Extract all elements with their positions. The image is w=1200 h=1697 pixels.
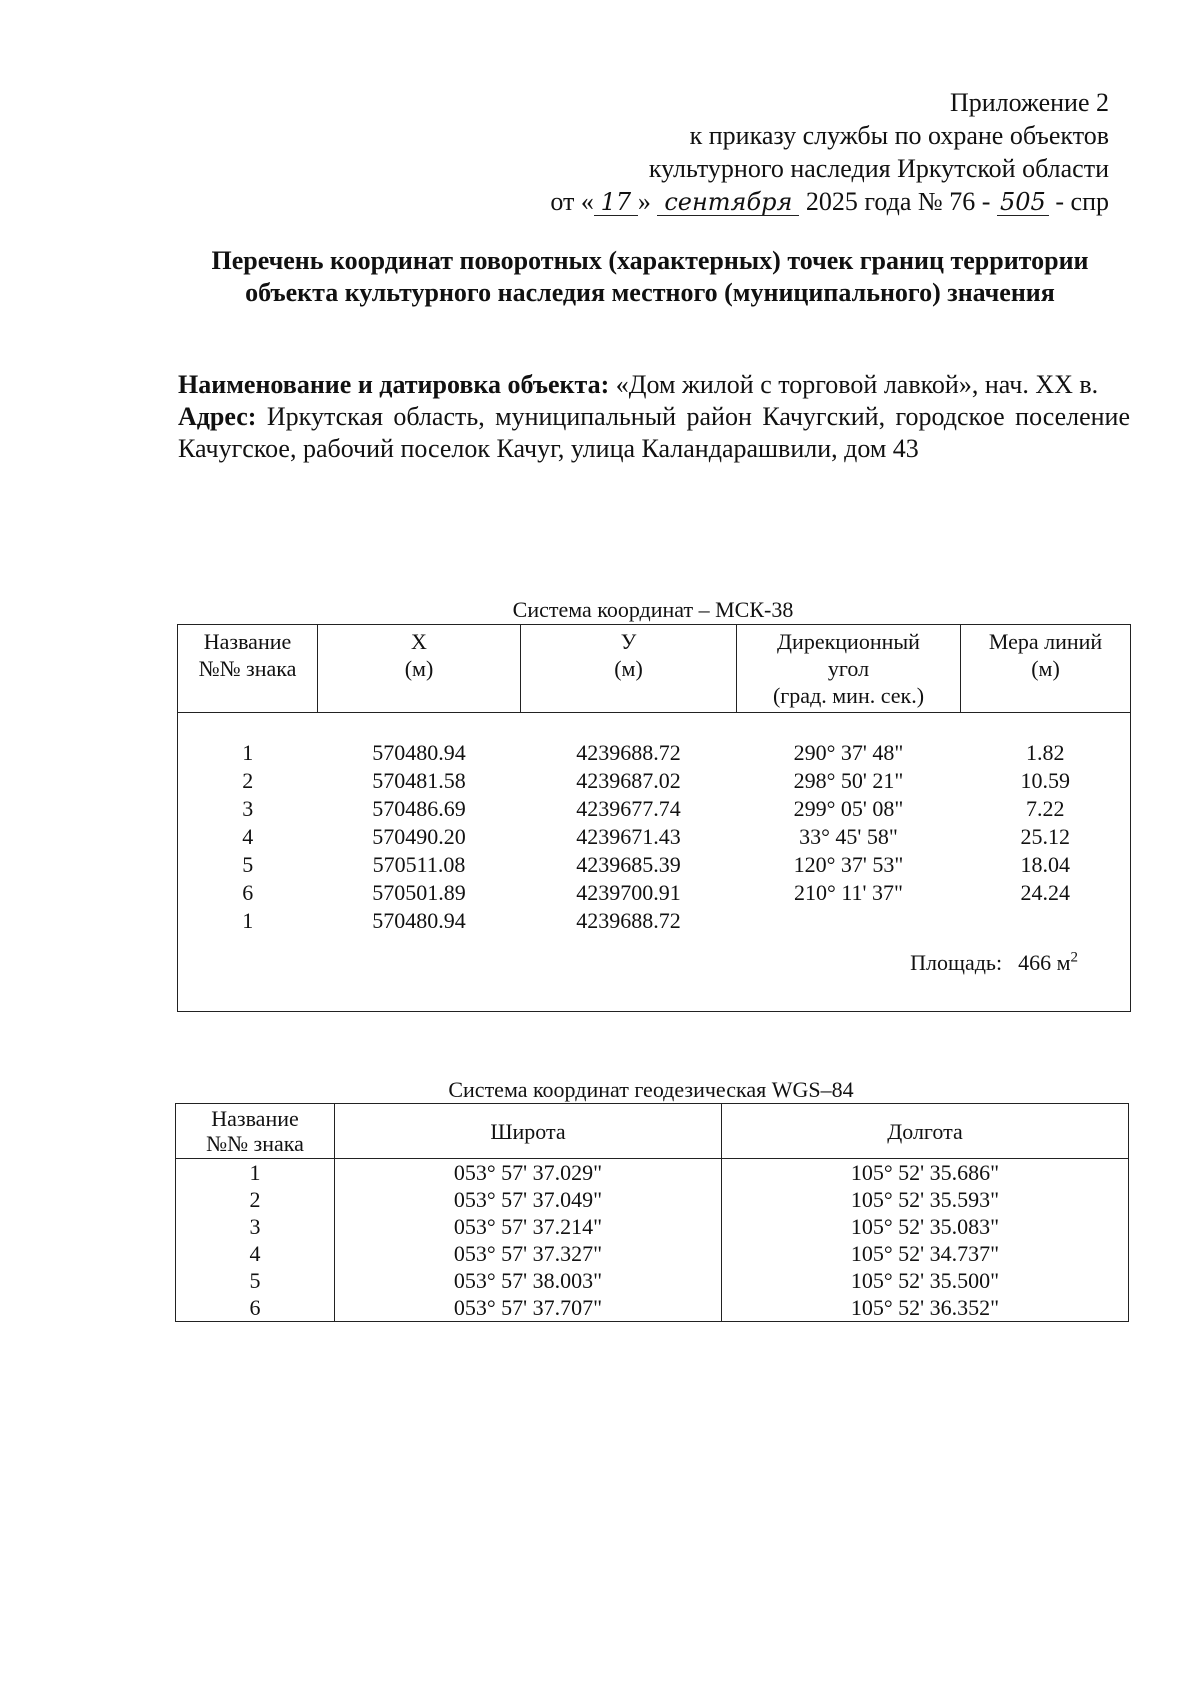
wgs-table-cell: 105° 52' 35.500" <box>722 1267 1129 1294</box>
appendix-header <box>550 86 1109 218</box>
msk-header-cell <box>178 625 318 713</box>
wgs-table-cell: 105° 52' 35.686" <box>722 1159 1129 1187</box>
msk-table-row <box>178 823 1131 851</box>
msk-header-line: Мера линий <box>988 629 1103 654</box>
order-authority-line: культурного наследия Иркутской области <box>648 154 1109 183</box>
msk-table-row <box>178 879 1131 907</box>
document-title: Перечень координат поворотных (характерных) точек границ территории объекта культурного наследия местного (муниципального) значения <box>211 246 1089 307</box>
msk-spacer-row <box>178 713 1131 740</box>
msk-table-cell: 33° 45' 58" <box>799 824 898 849</box>
wgs-table-caption: Система координат геодезическая WGS–84 <box>448 1077 854 1102</box>
msk-spacer-cell <box>178 713 1131 740</box>
wgs-table-cell: 053° 57' 38.003" <box>335 1267 722 1294</box>
msk-table-cell: 1.82 <box>1026 740 1065 765</box>
msk-table-cell: 570480.94 <box>372 740 466 765</box>
msk-table-cell: 1 <box>242 740 254 765</box>
msk-table-cell: 4239677.74 <box>576 796 681 821</box>
msk-table-cell: 4 <box>242 824 254 849</box>
msk-area-cell <box>178 935 1131 989</box>
msk-header-line: Название <box>203 629 292 654</box>
wgs-table-row <box>176 1159 1129 1187</box>
wgs-table-body <box>176 1104 1129 1322</box>
msk-table-cell: 3 <box>242 796 254 821</box>
msk-header-cell <box>737 625 961 713</box>
handwritten-month: сентября <box>657 189 799 216</box>
msk-header-line: (м) <box>404 656 434 681</box>
msk-table-cell: 7.22 <box>1026 796 1065 821</box>
msk-table-cell <box>961 907 1131 935</box>
wgs-table-row <box>176 1240 1129 1267</box>
order-suffix: - спр <box>1055 187 1109 216</box>
wgs-table-cell: 5 <box>176 1267 335 1294</box>
order-year-text: 2025 года № 76 - <box>805 187 991 216</box>
wgs-table-cell: 6 <box>176 1294 335 1322</box>
msk-table-cell: 570511.08 <box>372 852 466 877</box>
msk-table-cell: 4239671.43 <box>576 824 681 849</box>
msk-header-row <box>178 625 1131 713</box>
wgs-header-line: Долгота <box>887 1118 963 1144</box>
appendix-number: Приложение 2 <box>949 88 1109 117</box>
msk-table-cell: 4239687.02 <box>576 768 681 793</box>
wgs-table-cell: 105° 52' 35.593" <box>722 1186 1129 1213</box>
msk-table-cell: 6 <box>242 880 254 905</box>
wgs-coordinates-table <box>175 1103 1129 1322</box>
msk-table-cell: 24.24 <box>1020 880 1070 905</box>
msk-table-row <box>178 851 1131 879</box>
order-quote-close: » <box>637 187 651 216</box>
order-reference-line: к приказу службы по охране объектов <box>689 121 1109 150</box>
msk-header-line: (град. мин. сек.) <box>772 683 925 708</box>
msk-table-cell: 120° 37' 53" <box>793 852 904 877</box>
object-info <box>178 369 1130 465</box>
msk-header-line: Дирекционный <box>777 629 920 654</box>
msk-header-cell <box>318 625 521 713</box>
object-name-paragraph <box>178 369 1130 401</box>
msk-table-caption: Система координат – МСК-38 <box>512 597 794 622</box>
msk-header-line: (м) <box>614 656 643 681</box>
msk-table-cell: 2 <box>242 768 254 793</box>
wgs-table-cell: 105° 52' 36.352" <box>722 1294 1129 1322</box>
area-unit-superscript: 2 <box>1070 949 1078 966</box>
msk-table-row <box>178 907 1131 935</box>
msk-table-cell: 570480.94 <box>372 908 466 933</box>
msk-header-line: X <box>411 629 427 654</box>
order-prefix: от « <box>550 187 594 216</box>
msk-header-line: №№ знака <box>198 656 297 681</box>
msk-table-cell <box>737 907 961 935</box>
msk-table-cell: 298° 50' 21" <box>793 768 904 793</box>
msk-header-line: (м) <box>1031 656 1060 681</box>
msk-table-cell: 299° 05' 08" <box>793 796 904 821</box>
msk-tail-row <box>178 989 1131 1012</box>
wgs-table-cell: 053° 57' 37.707" <box>335 1294 722 1322</box>
handwritten-order-number: 505 <box>997 189 1049 216</box>
msk-table-cell: 290° 37' 48" <box>793 740 904 765</box>
object-name-label: Наименование и датировка объекта: <box>178 370 610 399</box>
wgs-table-row <box>176 1267 1129 1294</box>
area-value: 466 м <box>1018 949 1071 975</box>
wgs-header-cell <box>722 1104 1129 1159</box>
object-address-value: Иркутская область, муниципальный район Качугский, городское поселение Качугское, рабочий поселок Качуг, улица Каландарашвили, дом 43 <box>178 402 1130 463</box>
msk-table-cell: 25.12 <box>1020 824 1070 849</box>
wgs-header-row <box>176 1104 1129 1159</box>
wgs-table-cell: 3 <box>176 1213 335 1240</box>
wgs-table-cell: 053° 57' 37.214" <box>335 1213 722 1240</box>
handwritten-day: 17 <box>594 189 638 216</box>
wgs-header-cell <box>335 1104 722 1159</box>
wgs-table-row <box>176 1213 1129 1240</box>
wgs-table-row <box>176 1186 1129 1213</box>
msk-coordinates-table <box>177 624 1131 1012</box>
msk-table-row <box>178 795 1131 823</box>
wgs-header-cell <box>176 1104 335 1159</box>
msk-table-cell: 570490.20 <box>372 824 466 849</box>
object-address-paragraph <box>178 401 1130 465</box>
wgs-table-cell: 053° 57' 37.029" <box>335 1159 722 1187</box>
msk-table-cell: 4239688.72 <box>576 740 681 765</box>
msk-table-cell: 4239700.91 <box>576 880 681 905</box>
wgs-table-cell: 105° 52' 35.083" <box>722 1213 1129 1240</box>
msk-table-cell: 18.04 <box>1020 852 1070 877</box>
wgs-table-cell: 1 <box>176 1159 335 1187</box>
msk-table-cell: 4239685.39 <box>576 852 681 877</box>
msk-table-cell: 10.59 <box>1020 768 1070 793</box>
wgs-header-line: Широта <box>490 1118 566 1144</box>
msk-table-cell: 570481.58 <box>372 768 466 793</box>
msk-table-cell: 1 <box>242 908 254 933</box>
msk-area-row <box>178 935 1131 989</box>
object-name-value: «Дом жилой с торговой лавкой», нач. XX в. <box>615 370 1099 399</box>
order-date-line <box>550 185 1109 218</box>
msk-header-cell <box>961 625 1131 713</box>
wgs-table-cell: 105° 52' 34.737" <box>722 1240 1129 1267</box>
msk-table-row <box>178 739 1131 767</box>
msk-table-row <box>178 767 1131 795</box>
msk-table-cell: 5 <box>242 852 254 877</box>
msk-tail-cell <box>178 989 1131 1012</box>
msk-header-cell <box>521 625 737 713</box>
wgs-header-line: №№ знака <box>206 1131 304 1156</box>
object-address-label: Адрес: <box>178 402 257 431</box>
wgs-table-row <box>176 1294 1129 1322</box>
msk-table-cell: 570486.69 <box>372 796 466 821</box>
wgs-header-line: Название <box>211 1106 299 1131</box>
msk-header-line: У <box>620 629 637 654</box>
area-label: Площадь: <box>910 949 1003 975</box>
wgs-table-cell: 053° 57' 37.327" <box>335 1240 722 1267</box>
msk-header-line: угол <box>827 656 870 681</box>
msk-table-body <box>178 625 1131 1012</box>
msk-table-cell: 570501.89 <box>372 880 466 905</box>
wgs-table-cell: 053° 57' 37.049" <box>335 1186 722 1213</box>
msk-table-cell: 4239688.72 <box>576 908 681 933</box>
wgs-table-cell: 4 <box>176 1240 335 1267</box>
wgs-table-cell: 2 <box>176 1186 335 1213</box>
msk-table-cell: 210° 11' 37" <box>794 880 903 905</box>
